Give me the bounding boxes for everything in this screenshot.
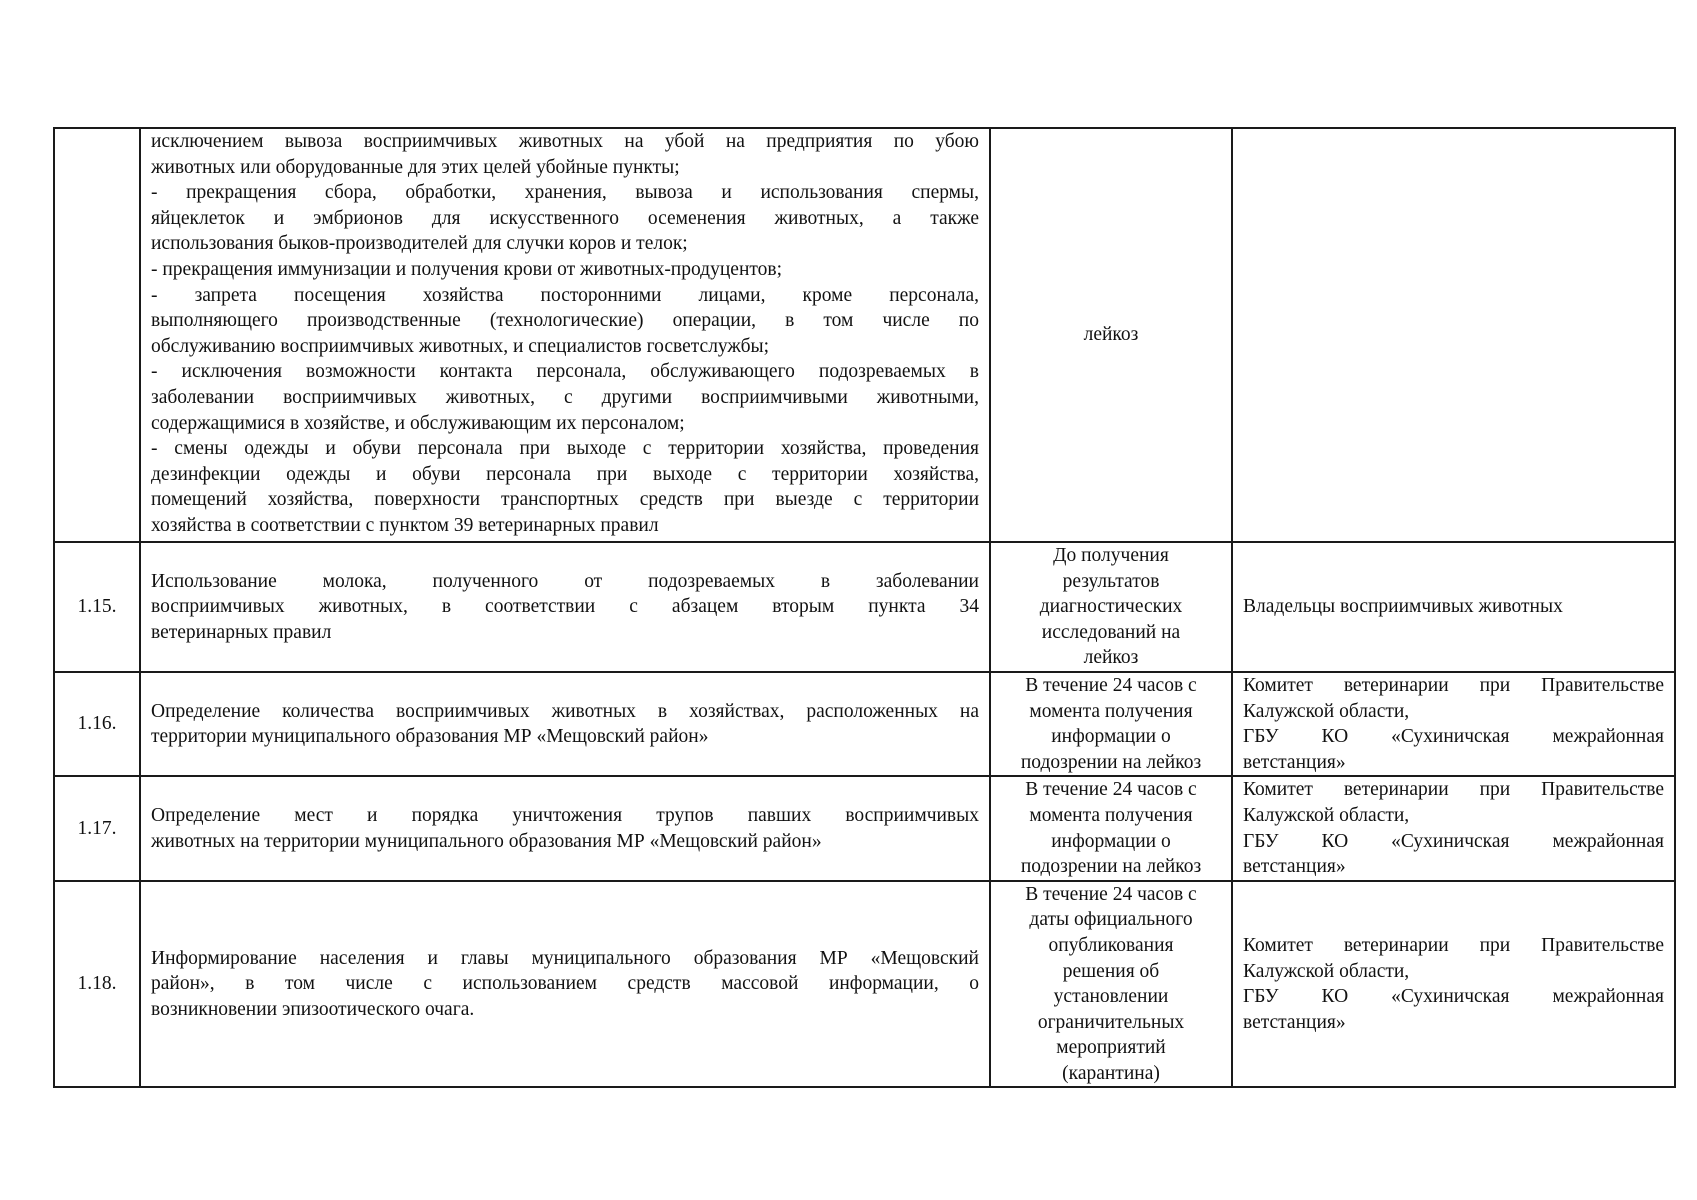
text-line: животных или оборудованные для этих целей убойные пункты; — [151, 156, 680, 178]
responsible-cell — [1232, 776, 1675, 880]
deadline-line: результатов — [1062, 570, 1160, 592]
responsible-line: Комитет ветеринарии при Правительстве — [1243, 779, 1664, 801]
responsible-line: ГБУ КО «Сухиничская межрайонная — [1243, 986, 1664, 1008]
responsible-line: ГБУ КО «Сухиничская межрайонная — [1243, 830, 1664, 852]
deadline-line: лейкоз — [1083, 647, 1139, 669]
deadline-line: информации о — [1051, 830, 1171, 852]
deadline-line: мероприятий — [1056, 1037, 1166, 1059]
responsible-line: ГБУ КО «Сухиничская межрайонная — [1243, 726, 1664, 748]
text-line: обслуживанию восприимчивых животных, и специалистов госветслужбы; — [151, 335, 770, 357]
measure-description — [140, 776, 990, 880]
text-line: восприимчивых животных, в соответствии с абзацем вторым пункта 34 — [151, 596, 979, 618]
deadline-line: момента получения — [1029, 804, 1193, 826]
deadline-line: ограничительных — [1037, 1011, 1185, 1033]
text-line: ветеринарных правил — [151, 621, 332, 643]
responsible-cell — [1232, 881, 1675, 1088]
responsible-line: Комитет ветеринарии при Правительстве — [1243, 674, 1664, 696]
item-number: 1.15. — [54, 542, 140, 672]
text-line: возникновении эпизоотического очага. — [151, 998, 475, 1020]
deadline-line: информации о — [1051, 726, 1171, 748]
item-number — [54, 128, 140, 542]
text-line: животных на территории муниципального образования МР «Мещовский район» — [151, 830, 822, 852]
text-line: дезинфекции одежды и обуви персонала при выходе с территории хозяйства, — [151, 463, 979, 485]
text-line: использования быков-производителей для случки коров и телок; — [151, 233, 688, 255]
deadline-line: подозрении на лейкоз — [1020, 856, 1202, 878]
deadline-cell — [990, 128, 1232, 542]
text-line: яйцеклеток и эмбрионов для искусственного осеменения животных, а также — [151, 207, 979, 229]
text-line: - смены одежды и обуви персонала при выходе с территории хозяйства, проведения — [151, 438, 979, 460]
deadline-line: До получения — [1053, 545, 1169, 566]
deadline-line: подозрении на лейкоз — [1020, 751, 1202, 773]
deadline-line: установлении — [1053, 986, 1169, 1008]
table-row — [54, 881, 1675, 1088]
measure-description — [140, 672, 990, 776]
responsible-line: Владельцы восприимчивых животных — [1243, 596, 1563, 618]
text-line: район», в том числе с использованием средств массовой информации, о — [151, 973, 979, 995]
responsible-cell — [1232, 672, 1675, 776]
deadline-line: В течение 24 часов с — [1025, 883, 1197, 905]
text-line: - запрета посещения хозяйства посторонними лицами, кроме персонала, — [151, 284, 979, 306]
responsible-line: ветстанция» — [1243, 1011, 1346, 1033]
text-line: территории муниципального образования МР «Мещовский район» — [151, 726, 709, 748]
deadline-line: лейкоз — [1083, 324, 1139, 346]
text-line: заболевании восприимчивых животных, с другими восприимчивыми животными, — [151, 386, 979, 408]
deadline-cell — [990, 542, 1232, 672]
text-line: - исключения возможности контакта персонала, обслуживающего подозреваемых в — [151, 361, 979, 383]
item-number: 1.16. — [54, 672, 140, 776]
deadline-line: В течение 24 часов с — [1025, 779, 1197, 801]
deadline-line: (карантина) — [1062, 1062, 1160, 1084]
table-row — [54, 128, 1675, 542]
table-row — [54, 542, 1675, 672]
measure-description — [140, 128, 990, 542]
text-line: Информирование населения и главы муниципального образования МР «Мещовский — [151, 947, 979, 969]
text-line: - прекращения иммунизации и получения крови от животных-продуцентов; — [151, 258, 783, 280]
deadline-line: решения об — [1062, 960, 1160, 982]
text-line: Определение количества восприимчивых животных в хозяйствах, расположенных на — [151, 700, 979, 722]
text-line: - прекращения сбора, обработки, хранения, вывоза и использования спермы, — [151, 182, 979, 204]
measure-description — [140, 542, 990, 672]
responsible-line: Калужской области, — [1243, 960, 1410, 982]
text-line: исключением вывоза восприимчивых животных на убой на предприятия по убою — [151, 131, 979, 152]
responsible-line: ветстанция» — [1243, 856, 1346, 878]
deadline-cell — [990, 881, 1232, 1088]
responsible-cell — [1232, 542, 1675, 672]
deadline-line: момента получения — [1029, 700, 1193, 722]
text-line: помещений хозяйства, поверхности транспортных средств при выезде с территории — [151, 489, 979, 511]
responsible-line: ветстанция» — [1243, 751, 1346, 773]
text-line: Использование молока, полученного от подозреваемых в заболевании — [151, 570, 979, 592]
text-line: Определение мест и порядка уничтожения трупов павших восприимчивых — [151, 804, 979, 826]
deadline-line: опубликования — [1048, 934, 1174, 956]
table-row — [54, 672, 1675, 776]
measure-description — [140, 881, 990, 1088]
responsible-cell — [1232, 128, 1675, 542]
item-number: 1.18. — [54, 881, 140, 1088]
deadline-line: диагностических — [1039, 596, 1183, 618]
measures-table — [53, 127, 1676, 1088]
deadline-line: даты официального — [1029, 909, 1193, 931]
deadline-cell — [990, 672, 1232, 776]
table-row — [54, 776, 1675, 880]
text-line: выполняющего производственные (технологические) операции, в том числе по — [151, 310, 979, 332]
deadline-cell — [990, 776, 1232, 880]
item-number: 1.17. — [54, 776, 140, 880]
responsible-line: Калужской области, — [1243, 804, 1410, 826]
responsible-line: Комитет ветеринарии при Правительстве — [1243, 934, 1664, 956]
responsible-line: Калужской области, — [1243, 700, 1410, 722]
deadline-line: исследований на — [1041, 621, 1181, 643]
deadline-line: В течение 24 часов с — [1025, 674, 1197, 696]
text-line: содержащимися в хозяйстве, и обслуживающим их персоналом; — [151, 412, 685, 434]
text-line: хозяйства в соответствии с пунктом 39 ветеринарных правил — [151, 514, 659, 536]
